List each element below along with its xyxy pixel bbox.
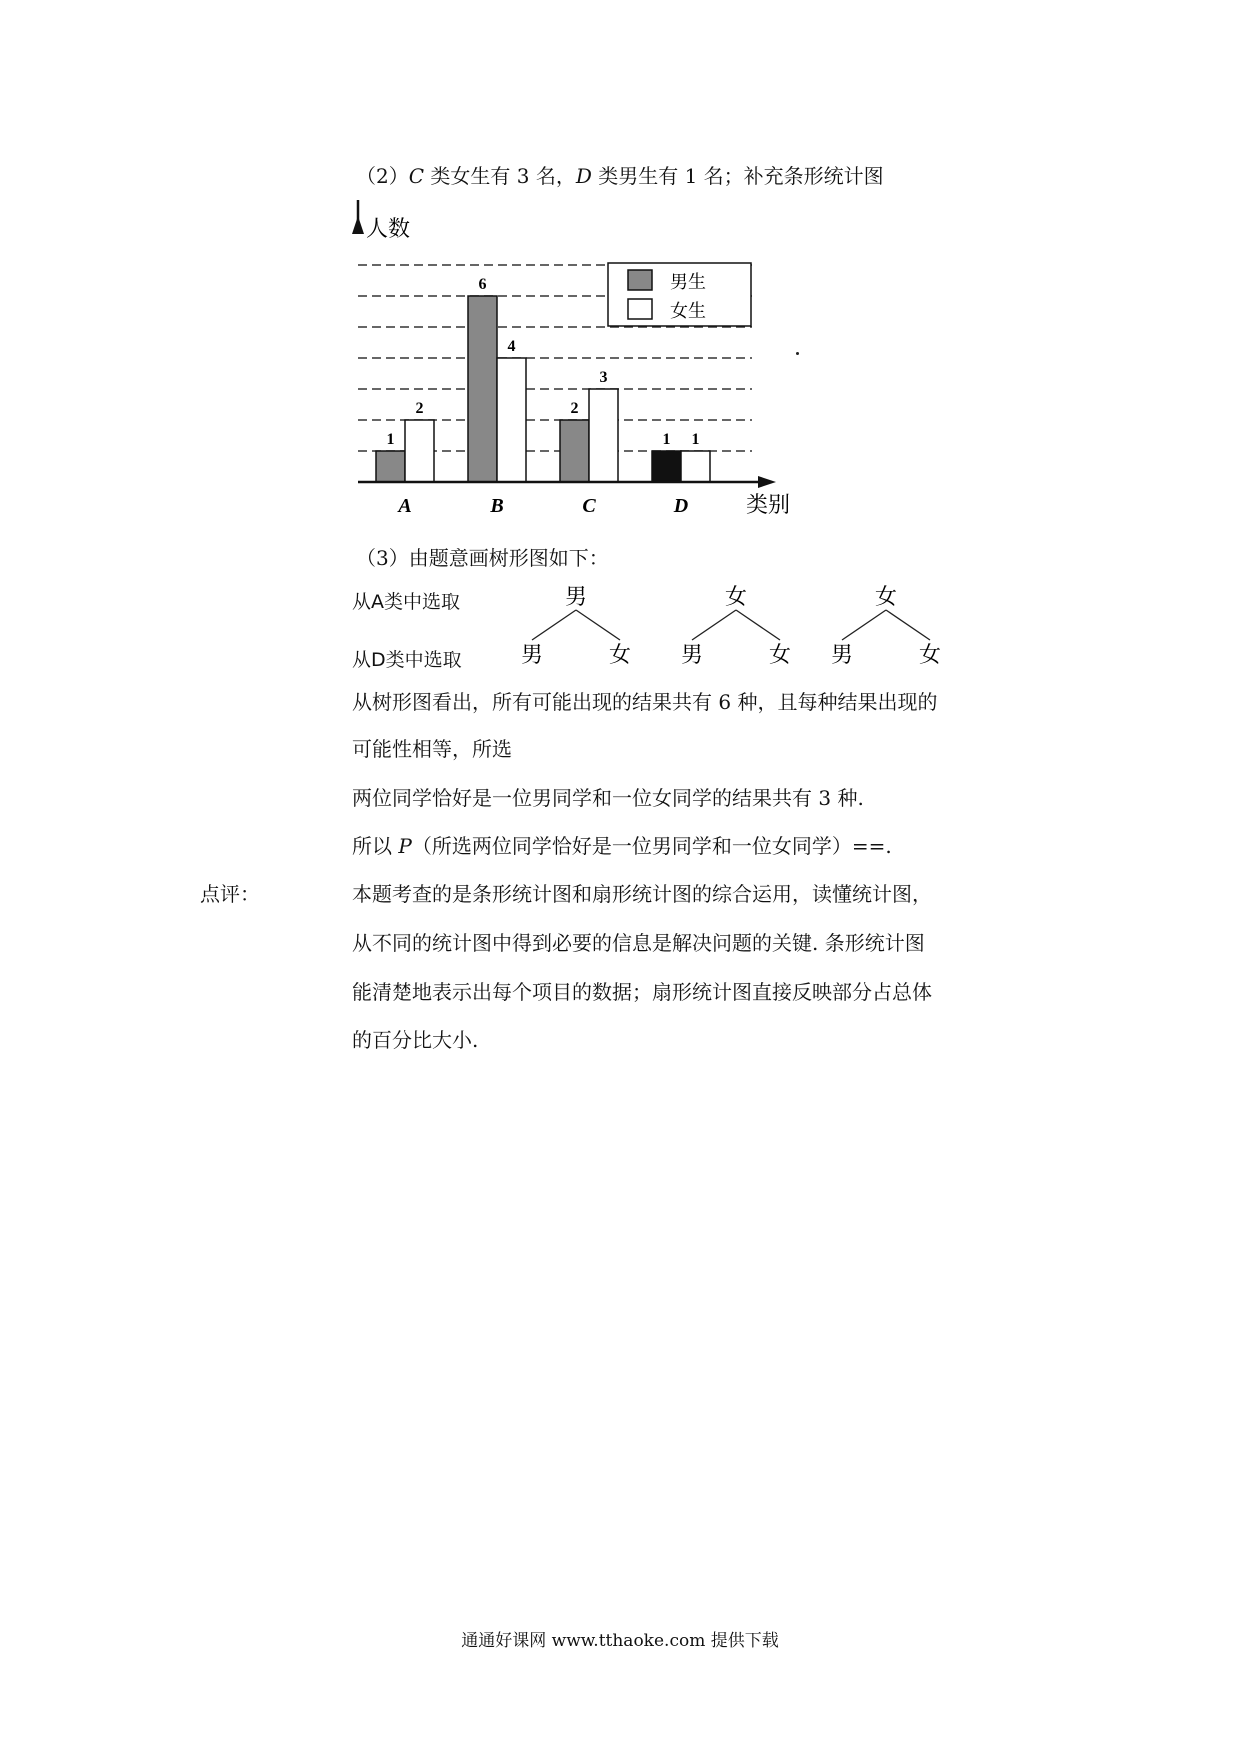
data-label-male-D: 1: [662, 431, 671, 448]
tree-branch: [736, 610, 780, 640]
bar-female-B: [497, 358, 526, 482]
data-label-male-C: 2: [570, 400, 579, 417]
bar-male-B: [468, 296, 497, 482]
comment-line3: 能清楚地表示出每个项目的数据；扇形统计图直接反映部分占总体: [352, 980, 932, 1004]
x-axis-label: 类别: [746, 493, 791, 518]
comment-label: 点评：: [200, 882, 260, 906]
part2-prefix: （2）: [356, 164, 409, 188]
stray-dot: [796, 352, 799, 355]
category-label-D: D: [673, 495, 689, 517]
tree-branch: [886, 610, 930, 640]
legend-label-male: 男生: [670, 272, 706, 293]
c-text: 类女生有 3 名，: [424, 164, 576, 188]
tree-row1-label: 从A类中选取: [352, 591, 460, 613]
bar-male-D: [652, 451, 681, 482]
d-text: 类男生有 1 名；补充条形统计图: [591, 164, 884, 188]
tree-leaf-1-2: 女: [608, 643, 632, 668]
data-label-male-A: 1: [386, 431, 395, 448]
tree-leaf-3-2: 女: [918, 643, 942, 668]
data-label-female-D: 1: [691, 431, 700, 448]
explanation-line4: [352, 832, 892, 860]
tree-row2-label: 从D类中选取: [352, 649, 462, 671]
tree-root-3: 女: [874, 585, 898, 610]
part3-heading: （3）由题意画树形图如下：: [356, 546, 609, 570]
c-letter: C: [408, 164, 425, 188]
tree-branch: [532, 610, 576, 640]
probability-p: P: [398, 834, 412, 858]
data-label-female-C: 3: [599, 369, 608, 386]
tree-leaf-3-1: 男: [830, 643, 854, 668]
tree-root-1: 男: [564, 585, 588, 610]
explanation-line2: 可能性相等，所选: [352, 737, 512, 761]
legend-label-female: 女生: [670, 301, 706, 322]
bar-female-C: [589, 389, 618, 482]
bar-female-A: [405, 420, 434, 482]
tree-branch: [692, 610, 736, 640]
legend-swatch-male: [628, 270, 652, 290]
bar-female-D: [681, 451, 710, 482]
explanation-line4-rest: （所选两位同学恰好是一位男同学和一位女同学）==.: [411, 834, 892, 858]
explanation-line1: 从树形图看出，所有可能出现的结果共有 6 种，且每种结果出现的: [352, 690, 938, 714]
category-label-A: A: [398, 495, 412, 517]
bar-male-C: [560, 420, 589, 482]
tree-leaf-1-1: 男: [520, 643, 544, 668]
y-axis-label: 人数: [366, 217, 411, 242]
bar-male-A: [376, 451, 405, 482]
tree-branch: [842, 610, 886, 640]
chart-legend: [608, 263, 751, 326]
d-letter: D: [575, 164, 592, 188]
tree-branch: [576, 610, 620, 640]
category-label-B: B: [490, 495, 504, 517]
data-label-female-B: 4: [507, 338, 516, 355]
tree-root-2: 女: [724, 585, 748, 610]
comment-line1: 本题考查的是条形统计图和扇形统计图的综合运用，读懂统计图，: [352, 882, 932, 906]
explanation-line4-prefix: 所以: [352, 834, 399, 858]
tree-diagram: [0, 580, 1240, 680]
explanation-line3: 两位同学恰好是一位男同学和一位女同学的结果共有 3 种.: [352, 786, 864, 810]
legend-swatch-female: [628, 299, 652, 319]
y-axis-arrow-icon: [352, 216, 364, 234]
page-footer: 通通好课网 www.tthaoke.com 提供下载: [461, 1631, 779, 1651]
category-label-C: C: [582, 495, 596, 517]
tree-leaf-2-2: 女: [768, 643, 792, 668]
part2-heading: [356, 162, 884, 190]
comment-line2: 从不同的统计图中得到必要的信息是解决问题的关键. 条形统计图: [352, 931, 925, 955]
x-axis-arrow-icon: [758, 476, 776, 488]
comment-line4: 的百分比大小.: [352, 1028, 479, 1052]
tree-leaf-2-1: 男: [680, 643, 704, 668]
data-label-male-B: 6: [478, 276, 487, 293]
data-label-female-A: 2: [415, 400, 424, 417]
